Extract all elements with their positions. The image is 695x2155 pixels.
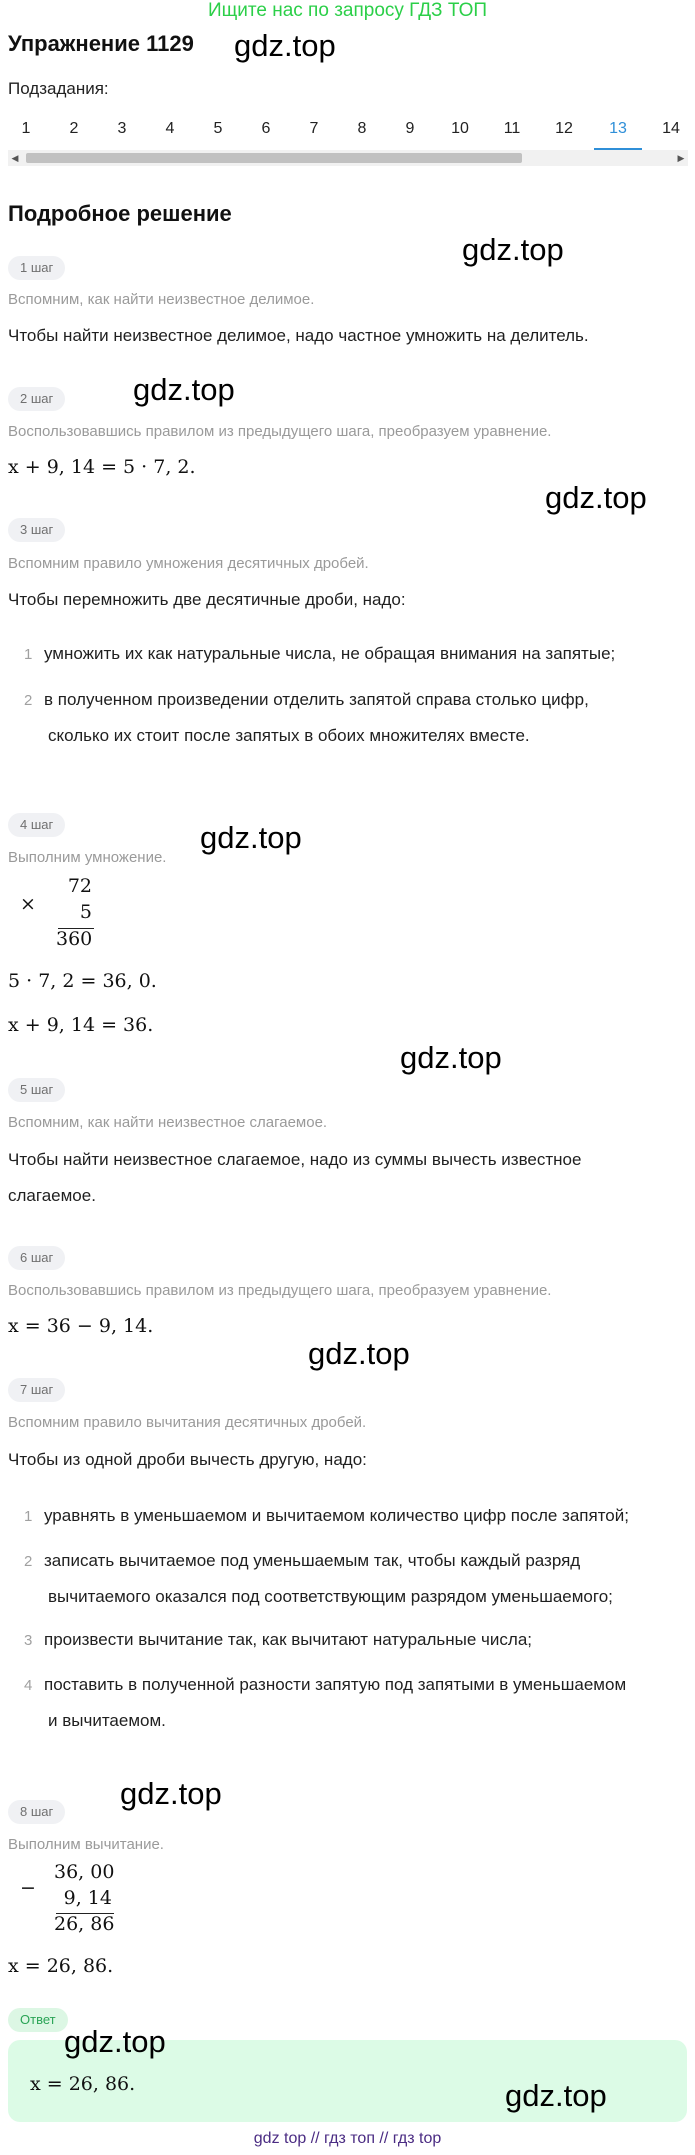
watermark: gdz.top	[462, 232, 564, 267]
tabs-scrollbar[interactable]	[8, 150, 688, 166]
scroll-left-icon[interactable]: ◀	[11, 153, 19, 163]
scroll-thumb[interactable]	[26, 153, 522, 163]
list-item-number: 3	[24, 1632, 33, 1649]
footer-links[interactable]: gdz top // гдз топ // гдз top	[253, 2130, 442, 2147]
list-item: умножить их как натуральные числа, не обращая внимания на запятые;	[44, 644, 616, 663]
watermark: gdz.top	[400, 1040, 502, 1075]
step-7-hint: Вспомним правило вычитания десятичных дробей.	[8, 1414, 367, 1431]
subtasks-tabs	[0, 114, 695, 150]
step-4-hint: Выполним умножение.	[8, 849, 167, 866]
step-2-equation: x + 9, 14 = 5 · 7, 2.	[8, 456, 196, 478]
list-item-number: 2	[24, 692, 33, 709]
list-item-number: 4	[24, 1677, 33, 1694]
subtract-sign: −	[20, 1877, 36, 1899]
step-7-text: Чтобы из одной дроби вычесть другую, надо:	[8, 1450, 367, 1469]
step-5-text: Чтобы найти неизвестное слагаемое, надо из суммы вычесть известное	[8, 1150, 582, 1169]
watermark: gdz.top	[64, 2024, 166, 2059]
step-8-hint: Выполним вычитание.	[8, 1836, 164, 1853]
step-4-equation-2: x + 9, 14 = 36.	[8, 1014, 154, 1036]
step-badge-1: 1 шаг	[8, 256, 65, 280]
step-badge-7: 7 шаг	[8, 1378, 65, 1402]
multiplicand: 72	[67, 875, 92, 897]
subtask-tab-6[interactable]: 6	[261, 120, 271, 137]
step-3-text: Чтобы перемножить две десятичные дроби, надо:	[8, 590, 406, 609]
subtask-tab-7[interactable]: 7	[309, 120, 319, 137]
list-item: записать вычитаемое под уменьшаемым так, чтобы каждый разряд	[44, 1551, 581, 1570]
watermark: gdz.top	[234, 28, 336, 63]
multiply-sign: ×	[20, 893, 36, 915]
watermark: gdz.top	[200, 820, 302, 855]
subtask-tab-12[interactable]: 12	[555, 120, 573, 137]
step-badge-4: 4 шаг	[8, 813, 65, 837]
minuend: 36, 00	[54, 1861, 115, 1883]
step-badge-2: 2 шаг	[8, 387, 65, 411]
subtrahend: 9, 14	[63, 1887, 112, 1909]
subtask-tab-13[interactable]: 13	[594, 114, 642, 150]
step-2-hint: Воспользовавшись правилом из предыдущего шага, преобразуем уравнение.	[8, 423, 552, 440]
step-badge-6: 6 шаг	[8, 1246, 65, 1270]
list-item-number: 1	[24, 646, 33, 663]
list-item: в полученном произведении отделить запятой справа столько цифр,	[44, 690, 589, 709]
subtask-tab-1[interactable]: 1	[21, 120, 31, 137]
watermark: gdz.top	[545, 480, 647, 515]
list-item-continuation: вычитаемого оказался под соответствующим разрядом уменьшаемого;	[48, 1587, 613, 1606]
watermark: gdz.top	[133, 372, 235, 407]
list-item-number: 2	[24, 1553, 33, 1570]
watermark: gdz.top	[505, 2078, 607, 2113]
subtask-tab-10[interactable]: 10	[451, 120, 469, 137]
subtask-tab-2[interactable]: 2	[69, 120, 79, 137]
subtask-tab-11[interactable]: 11	[503, 120, 521, 137]
step-1-text: Чтобы найти неизвестное делимое, надо частное умножить на делитель.	[8, 326, 589, 345]
section-title: Подробное решение	[8, 201, 232, 226]
list-item-continuation: сколько их стоит после запятых в обоих множителях вместе.	[48, 726, 530, 745]
step-3-hint: Вспомним правило умножения десятичных дробей.	[8, 555, 369, 572]
subtask-tab-14[interactable]: 14	[662, 120, 680, 137]
list-item-continuation: и вычитаемом.	[48, 1711, 166, 1730]
subtasks-label: Подзадания:	[8, 79, 109, 98]
subtask-tab-5[interactable]: 5	[213, 120, 223, 137]
step-6-equation: x = 36 − 9, 14.	[8, 1315, 154, 1337]
subtask-tab-4[interactable]: 4	[165, 120, 175, 137]
list-item-number: 1	[24, 1508, 33, 1525]
step-5-hint: Вспомним, как найти неизвестное слагаемое.	[8, 1114, 328, 1131]
subtask-tab-8[interactable]: 8	[357, 120, 367, 137]
step-6-hint: Воспользовавшись правилом из предыдущего шага, преобразуем уравнение.	[8, 1282, 552, 1299]
subtask-tab-9[interactable]: 9	[405, 120, 415, 137]
step-5-text-continuation: слагаемое.	[8, 1186, 96, 1205]
scroll-right-icon[interactable]: ▶	[677, 153, 685, 163]
promo-banner[interactable]: Ищите нас по запросу ГДЗ ТОП	[207, 0, 488, 21]
watermark: gdz.top	[120, 1776, 222, 1811]
step-badge-3: 3 шаг	[8, 518, 65, 542]
answer-equation: x = 26, 86.	[30, 2073, 136, 2095]
multiplier: 5	[79, 901, 92, 923]
watermark: gdz.top	[308, 1336, 410, 1371]
answer-badge: Ответ	[8, 2008, 68, 2032]
step-8-equation: x = 26, 86.	[8, 1955, 114, 1977]
step-4-equation-1: 5 · 7, 2 = 36, 0.	[8, 970, 157, 992]
list-item: произвести вычитание так, как вычитают натуральные числа;	[44, 1630, 532, 1649]
product: 360	[56, 928, 93, 950]
step-badge-5: 5 шаг	[8, 1078, 65, 1102]
step-1-hint: Вспомним, как найти неизвестное делимое.	[8, 291, 315, 308]
list-item: уравнять в уменьшаемом и вычитаемом количество цифр после запятой;	[44, 1506, 629, 1525]
step-badge-8: 8 шаг	[8, 1800, 65, 1824]
subtask-tab-3[interactable]: 3	[117, 120, 127, 137]
difference: 26, 86	[54, 1913, 115, 1935]
page-title: Упражнение 1129	[8, 31, 194, 56]
list-item: поставить в полученной разности запятую под запятыми в уменьшаемом	[44, 1675, 627, 1694]
